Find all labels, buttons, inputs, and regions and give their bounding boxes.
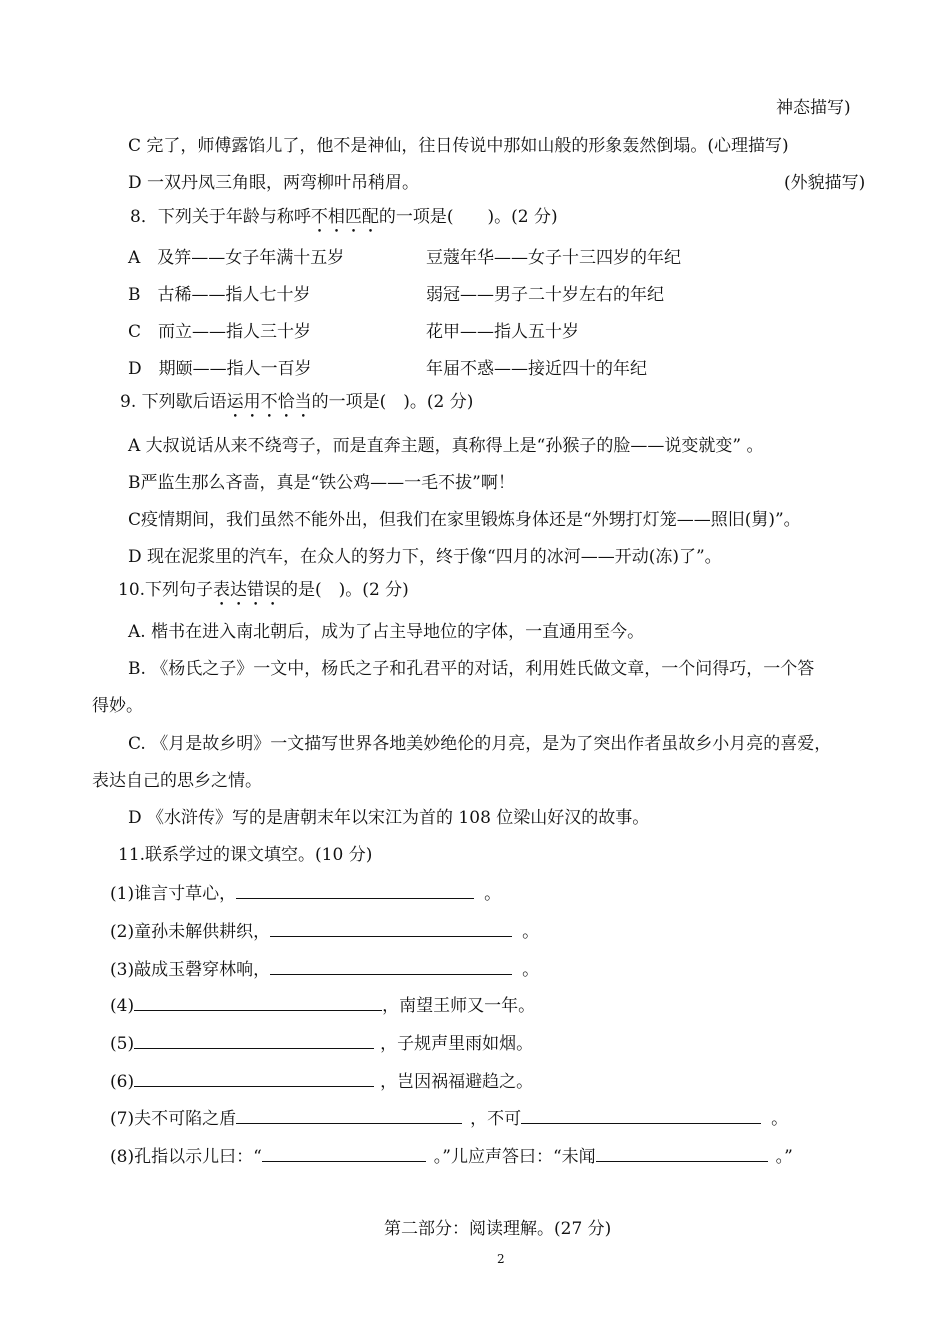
q9-option-b: B严监生那么吝啬，真是“铁公鸡——一毛不拔”啊！ [128,473,515,493]
q8-row-b-right: 弱冠——男子二十岁左右的年纪 [426,285,664,305]
q10-option-b-line1: B. 《杨氏之子》一文中，杨氏之子和孔君平的对话，利用姓氏做文章，一个问得巧，一个答 [128,659,815,679]
q11-item-2-prompt: (2)童孙未解供耕织， [110,922,271,942]
q11-item-3 [110,956,539,982]
q9-stem-a: 9. 下列歇后语 [120,392,227,412]
q11-item-1-prompt: (1)谁言寸草心， [110,884,237,904]
q8-row-a-right: 豆蔻年华——女子十三四岁的年纪 [426,248,681,268]
answer-blank-7a[interactable] [236,1105,462,1124]
q11-item-7-mid: ，不可 [470,1109,522,1129]
q11-item-3-prompt: (3)敲成玉磬穿林响， [110,960,271,980]
q8-stem [130,205,558,237]
q7-option-d: D 一双丹凤三角眼，两弯柳叶吊稍眉。 [128,173,420,193]
q11-item-8 [110,1143,793,1169]
q9-option-d: D 现在泥浆里的汽车，在众人的努力下，终于像“四月的冰河——开动(冻)了”。 [128,547,722,567]
q11-item-5-text: ，子规声里雨如烟。 [380,1034,534,1054]
q10-option-d: D 《水浒传》写的是唐朝末年以宋江为首的 108 位梁山好汉的故事。 [128,808,650,828]
q11-item-7-end: 。 [771,1109,789,1129]
q10-option-c-line1: C. 《月是故乡明》一文描写世界各地美妙绝伦的月亮，是为了突出作者虽故乡小月亮的喜爱， [128,734,832,754]
q10-stem [118,578,409,610]
q10-option-c-line2: 表达自己的思乡之情。 [92,771,262,791]
q8-row-c-left: C 而立——指人三十岁 [128,322,312,342]
q9-stem-b: 的一项是( )。(2 分) [311,392,474,412]
q8-stem-b: 的一项是( )。(2 分) [378,207,558,227]
answer-blank-6[interactable] [134,1068,374,1087]
q11-item-8-end: 。” [775,1147,793,1167]
answer-blank-2[interactable] [270,918,512,937]
q11-item-1 [110,880,501,906]
q11-item-1-end: 。 [484,884,502,904]
q10-stem-emphasis: 表达错误 [213,580,282,600]
q11-item-7 [110,1105,788,1131]
q11-stem: 11.联系学过的课文填空。(10 分) [118,845,373,865]
q11-item-8-prompt: (8)孔指以示儿曰：“ [110,1147,262,1167]
q11-item-2 [110,918,539,944]
q11-item-8-mid: 。”儿应声答曰：“未闻 [433,1147,596,1167]
q11-item-4-num: (4) [110,996,135,1016]
answer-blank-5[interactable] [134,1030,374,1049]
q11-item-5-num: (5) [110,1034,135,1054]
q8-row-d-left: D 期颐——指人一百岁 [128,359,312,379]
q11-item-4-text: ，南望王师又一年。 [382,996,536,1016]
q7-tag-expression: 神态描写) [776,98,851,118]
q10-stem-b: 的是( )。(2 分) [281,580,409,600]
q9-option-c: C疫情期间，我们虽然不能外出，但我们在家里锻炼身体还是“外甥打灯笼——照旧(舅)”。 [128,510,801,530]
q11-item-3-end: 。 [522,960,540,980]
q11-item-2-end: 。 [522,922,540,942]
q8-row-a-left: A 及笄——女子年满十五岁 [128,248,345,268]
answer-blank-7b[interactable] [521,1105,761,1124]
q9-stem [120,390,473,422]
q11-item-6-num: (6) [110,1072,135,1092]
q8-row-c-right: 花甲——指人五十岁 [426,322,579,342]
q11-item-6-text: ，岂因祸福避趋之。 [380,1072,534,1092]
q10-option-a: A. 楷书在进入南北朝后，成为了占主导地位的字体，一直通用至今。 [128,622,645,642]
q10-stem-a: 10.下列句子 [118,580,214,600]
q9-option-a: A 大叔说话从来不绕弯子，而是直奔主题，真称得上是“孙猴子的脸——说变就变” 。 [128,436,764,456]
q8-row-d-right: 年届不惑——接近四十的年纪 [426,359,647,379]
answer-blank-3[interactable] [270,956,512,975]
q11-item-7-prompt: (7)夫不可陷之盾 [110,1109,237,1129]
q9-stem-emphasis: 运用不恰当 [226,392,312,412]
answer-blank-4[interactable] [134,992,382,1011]
q11-item-6 [110,1068,533,1094]
answer-blank-1[interactable] [236,880,474,899]
page-number: 2 [497,1252,505,1266]
section-2-heading: 第二部分：阅读理解。(27 分) [384,1219,612,1239]
q8-stem-emphasis: 不相匹配 [310,207,379,227]
answer-blank-8b[interactable] [596,1143,768,1162]
q11-item-4 [110,992,535,1018]
q7-tag-appearance: (外貌描写) [784,173,866,193]
q8-row-b-left: B 古稀——指人七十岁 [128,285,311,305]
answer-blank-8a[interactable] [262,1143,426,1162]
q10-option-b-line2: 得妙。 [92,696,143,716]
q11-item-5 [110,1030,533,1056]
q8-stem-a: 8．下列关于年龄与称呼 [130,207,311,227]
q7-option-c: C 完了，师傅露馅儿了，他不是神仙，往日传说中那如山般的形象轰然倒塌。(心理描写) [128,136,789,156]
